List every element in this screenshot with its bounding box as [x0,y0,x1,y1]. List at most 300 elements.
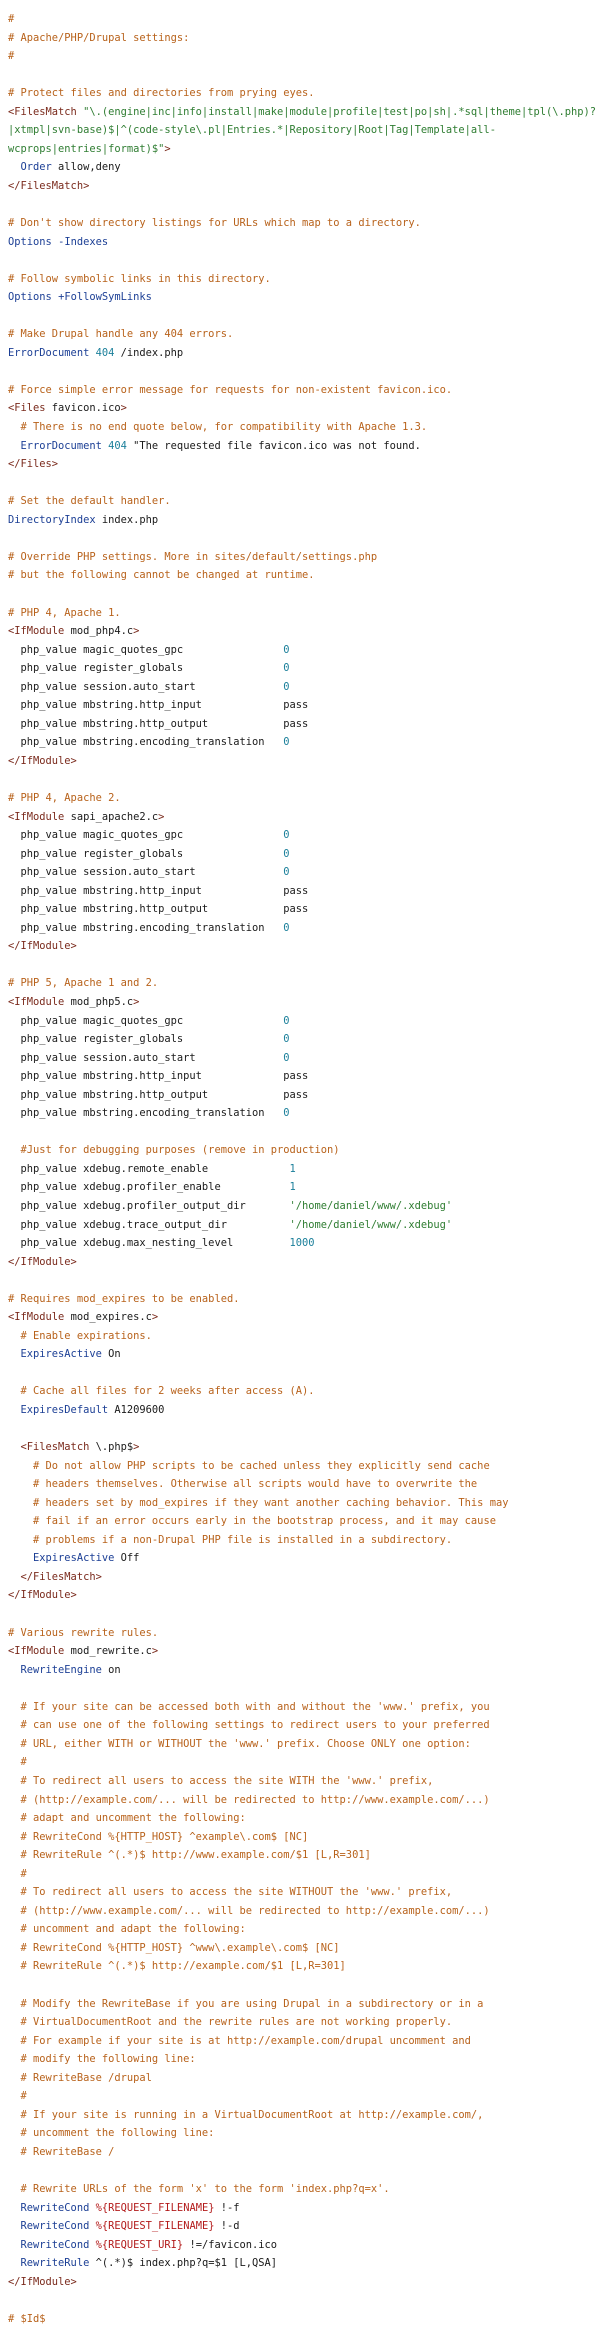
code-line [8,325,600,344]
code-token: '/home/daniel/www/.xdebug' [289,1218,453,1231]
code-token: php_value xdebug.remote_enable [8,1162,290,1175]
code-token: Options [8,235,52,248]
code-token: sapi_apache2.c [64,810,159,823]
code-line [8,288,600,307]
code-line [8,919,600,938]
code-token: mod_php5.c [64,995,134,1008]
code-line [8,1568,600,1587]
code-token: +FollowSymLinks [58,291,152,304]
code-line [8,696,600,715]
code-token: # Enable expirations. [20,1329,152,1342]
code-token [8,2146,21,2158]
code-token: # uncomment and adapt the following: [20,1923,246,1936]
code-token: # If your site can be accessed both with and without the 'www.' prefix, you [20,1700,490,1713]
code-token [8,1497,33,1509]
code-token [8,1998,21,2010]
code-line [8,195,600,214]
code-token [8,1701,21,1713]
code-token: 0 [283,1014,290,1027]
code-token: php_value magic_quotes_gpc [8,643,284,656]
code-token: > [133,995,140,1008]
code-line [8,1586,600,1605]
code-line [8,84,600,103]
code-token: 0 [283,1051,290,1064]
code-token: php_value register_globals [8,662,284,675]
code-token: </IfModule> [8,754,77,767]
code-line [8,214,600,233]
code-token: RewriteCond [20,2220,90,2233]
code-token: <Files [8,402,46,415]
code-token [8,1738,21,1750]
code-line [8,121,600,140]
code-line [8,622,600,641]
code-token: |xtmpl|svn-base)$|^(code-style\.pl|Entries.*|Repository|Root|Tag|Template|all- [8,124,496,137]
code-line [8,715,600,734]
code-token: <FilesMatch [8,105,84,118]
code-line [8,140,600,159]
code-line [8,1531,600,1550]
code-token: A1209600 [108,1404,165,1417]
code-token: # Do not allow PHP scripts to be cached unless they explicitly send cache [33,1459,490,1472]
code-token: </IfModule> [8,1589,77,1602]
code-token: 0 [283,866,290,879]
code-token: # Cache all files for 2 weeks after access (A). [20,1385,315,1398]
code-token: wcprops|entries|format)$" [8,142,165,155]
code-token: <FilesMatch [20,1441,90,1454]
code-token [8,421,21,433]
code-token: php_value mbstring.http_input pass [8,1070,309,1083]
code-token: # Set the default handler. [8,495,171,508]
code-token: # Make Drupal handle any 404 errors. [8,328,234,341]
code-line [8,585,600,604]
code-line [8,2180,600,2199]
code-line [8,29,600,48]
code-token: !-d [214,2220,240,2233]
code-line [8,1549,600,1568]
code-token: -Indexes [58,235,109,248]
code-line [8,863,600,882]
code-line [8,1679,600,1698]
code-token: # Protect files and directories from prying eyes. [8,87,315,100]
code-line [8,10,600,29]
code-line [8,1308,600,1327]
code-line [8,2013,600,2032]
code-token: <IfModule [8,995,65,1008]
code-line [8,2106,600,2125]
code-line [8,1957,600,1976]
code-token: php_value mbstring.encoding_translation [8,921,284,934]
code-token: ExpiresActive [33,1552,115,1565]
code-line [8,1846,600,1865]
code-line [8,2236,600,2255]
code-line [8,604,600,623]
code-line [8,1178,600,1197]
code-line [8,1104,600,1123]
code-token: php_value session.auto_start [8,680,284,693]
code-line [8,1216,600,1235]
code-line [8,1902,600,1921]
code-token: # problems if a non-Drupal PHP file is installed in a subdirectory. [33,1533,453,1546]
code-token: 0 [283,921,290,934]
code-line [8,1920,600,1939]
code-token: # Requires mod_expires to be enabled. [8,1292,240,1305]
code-token: # PHP 5, Apache 1 and 2. [8,977,159,990]
code-line [8,900,600,919]
code-token [8,1348,21,1360]
code-token: php_value magic_quotes_gpc [8,829,284,842]
code-line [8,1420,600,1439]
code-token: 0 [283,1033,290,1046]
code-line [8,826,600,845]
code-line [8,233,600,252]
code-line [8,1865,600,1884]
code-token: > [151,1645,159,1658]
code-token [8,1868,21,1880]
code-line [8,437,600,456]
code-line [8,2069,600,2088]
code-token: RewriteEngine [20,1663,102,1676]
code-token: !-f [214,2201,240,2214]
code-line [8,1605,600,1624]
code-token: 0 [283,643,290,656]
code-token: # Various rewrite rules. [8,1626,159,1639]
code-line [8,733,600,752]
code-token [8,1886,21,1898]
code-line [8,1809,600,1828]
code-line [8,1624,600,1643]
code-token: Options [8,291,52,304]
code-token [8,1144,21,1156]
code-token: %{REQUEST_URI} [95,2238,184,2251]
code-token: > [133,1441,140,1454]
code-token: RewriteRule [20,2257,90,2270]
code-token: # There is no end quote below, for compatibility with Apache 1.3. [20,421,428,434]
code-line [8,752,600,771]
code-token: # RewriteCond %{HTTP_HOST} ^www\.example\.com$ [NC] [20,1941,340,1954]
code-token: php_value xdebug.trace_output_dir [8,1218,290,1231]
code-token: <IfModule [8,810,65,823]
code-line [8,1197,600,1216]
code-token: > [133,625,140,638]
code-token: <IfModule [8,1645,65,1658]
code-line [8,789,600,808]
code-token: # RewriteRule ^(.*)$ http://www.example.com/$1 [L,R=301] [20,1849,371,1862]
code-token: # Don't show directory listings for URLs which map to a directory. [8,217,421,230]
code-token: </IfModule> [8,940,77,953]
code-token [8,1441,21,1453]
code-token: # RewriteRule ^(.*)$ http://example.com/$1 [L,R=301] [20,1960,346,1973]
code-line [8,1290,600,1309]
code-token: # modify the following line: [20,2053,196,2066]
code-token [8,1942,21,1954]
code-token: Order [20,161,52,174]
code-token: "The requested file favicon.ico was not found. [126,439,421,452]
code-line [8,659,600,678]
code-token [8,1831,21,1843]
code-line [8,1772,600,1791]
code-token: 0 [283,736,290,749]
code-line [8,1698,600,1717]
code-line [8,529,600,548]
code-token: # URL, either WITH or WITHOUT the 'www.' prefix. Choose ONLY one option: [20,1737,471,1750]
code-token: php_value mbstring.http_output pass [8,1088,309,1101]
code-token: "\.(engine|inc|info|install|make|module|profile|test|po|sh|.*sql|theme|tpl(\.php)? [83,105,597,118]
code-token: php_value mbstring.http_input pass [8,699,309,712]
code-token [8,2239,21,2251]
code-token: ErrorDocument [20,439,102,452]
code-line [8,808,600,827]
code-token: <IfModule [8,625,65,638]
code-line [8,1475,600,1494]
code-token: 0 [283,1107,290,1120]
code-token: > [120,402,127,415]
code-token [8,1571,21,1583]
code-line [8,2161,600,2180]
code-token [8,2109,21,2121]
code-token: # fail if an error occurs early in the bootstrap process, and it may cause [33,1515,496,1528]
code-line [8,1995,600,2014]
code-token: mod_rewrite.c [64,1645,152,1658]
code-line [8,1661,600,1680]
code-token: # $Id$ [8,2312,46,2325]
code-token: php_value mbstring.encoding_translation [8,1107,284,1120]
code-token: \.php$ [89,1441,134,1454]
code-line [8,2254,600,2273]
code-line [8,1327,600,1346]
code-line [8,362,600,381]
code-token: # uncomment the following line: [20,2127,215,2140]
code-line [8,2124,600,2143]
code-token: # PHP 4, Apache 1. [8,606,121,619]
code-line [8,511,600,530]
code-token: RewriteCond [20,2201,90,2214]
code-token: ExpiresActive [20,1348,102,1361]
code-line [8,548,600,567]
code-token: 404 [95,346,115,359]
code-token [8,1794,21,1806]
code-token: #Just for debugging purposes (remove in production) [20,1144,340,1157]
code-line [8,1735,600,1754]
code-token: on [101,1663,121,1676]
code-line [8,399,600,418]
code-line [8,845,600,864]
code-line [8,1345,600,1364]
code-token: # For example if your site is at http://example.com/drupal uncomment and [20,2034,471,2047]
code-token: </IfModule> [8,2275,77,2288]
code-token: php_value magic_quotes_gpc [8,1014,284,1027]
code-line [8,177,600,196]
code-token [8,1775,21,1787]
code-line [8,1123,600,1142]
code-line [8,1253,600,1272]
code-token: 0 [283,829,290,842]
code-token: # Apache/PHP/Drupal settings: [8,31,190,44]
code-line [8,474,600,493]
code-line [8,158,600,177]
code-token: On [101,1348,121,1361]
code-line [8,1030,600,1049]
code-line [8,103,600,122]
code-line [8,1494,600,1513]
code-token: ExpiresDefault [20,1404,109,1417]
code-line [8,956,600,975]
code-token [8,161,21,173]
code-token: 0 [283,847,290,860]
code-line [8,2291,600,2310]
code-token: Off [114,1552,140,1565]
code-token: 404 [108,439,127,452]
code-token: > [164,142,171,155]
code-line [8,641,600,660]
code-token: index.php [95,513,159,526]
code-token [8,1719,21,1731]
code-token [8,2016,21,2028]
code-line [8,678,600,697]
code-line [8,1160,600,1179]
code-token: /index.php [114,346,184,359]
code-line [8,1049,600,1068]
code-token: php_value mbstring.http_output pass [8,903,309,916]
code-token [8,2220,21,2232]
code-token: # Force simple error message for requests for non-existent favicon.ico. [8,383,453,396]
code-token: php_value mbstring.encoding_translation [8,736,284,749]
code-token [8,1478,33,1490]
code-line [8,2310,600,2328]
code-token: php_value mbstring.http_output pass [8,717,309,730]
code-token: # [20,1756,27,1769]
code-token: <IfModule [8,1311,65,1324]
code-token: php_value xdebug.max_nesting_level [8,1237,290,1250]
code-token: # Modify the RewriteBase if you are using Drupal in a subdirectory or in a [20,1997,484,2010]
code-token: # adapt and uncomment the following: [20,1812,246,1825]
code-line [8,1364,600,1383]
code-line [8,1234,600,1253]
code-token [8,2035,21,2047]
code-line [8,455,600,474]
code-line [8,381,600,400]
code-token: # [8,13,15,25]
code-line [8,307,600,326]
code-line [8,47,600,66]
code-token: </FilesMatch> [8,179,90,192]
code-token: # (http://www.example.com/... will be redirected to http://example.com/...) [20,1904,490,1917]
code-line [8,1141,600,1160]
code-line [8,2217,600,2236]
code-line [8,2087,600,2106]
code-token [8,2053,21,2065]
code-token: # (http://example.com/... will be redirected to http://www.example.com/...) [20,1793,490,1806]
code-token: php_value register_globals [8,1033,284,1046]
code-line [8,1939,600,1958]
code-line [8,2032,600,2051]
code-token: mod_expires.c [64,1311,152,1324]
code-token [8,1960,21,1972]
code-token [8,1756,21,1768]
code-token: # headers themselves. Otherwise all scripts would have to overwrite the [33,1478,478,1491]
code-line [8,882,600,901]
code-token: %{REQUEST_FILENAME} [95,2220,215,2233]
code-token: # Rewrite URLs of the form 'x' to the form 'index.php?q=x'. [20,2182,390,2195]
code-line [8,1012,600,1031]
code-line [8,1716,600,1735]
code-token: !=/favicon.ico [183,2238,278,2251]
code-line [8,1791,600,1810]
code-token: # VirtualDocumentRoot and the rewrite rules are not working properly. [20,2016,453,2029]
code-token: 1 [289,1162,296,1175]
code-token: # To redirect all users to access the site WITHOUT the 'www.' prefix, [20,1886,453,1899]
code-token: RewriteCond [20,2238,90,2251]
code-token: # [8,50,15,63]
code-token: # RewriteBase / [20,2145,115,2158]
code-token: 0 [283,680,290,693]
code-token [8,440,21,452]
code-token [8,1664,21,1676]
code-line [8,937,600,956]
code-token: php_value xdebug.profiler_output_dir [8,1200,290,1212]
code-token [8,1404,21,1416]
code-line [8,993,600,1012]
code-token: # RewriteCond %{HTTP_HOST} ^example\.com$ [NC] [20,1830,309,1843]
code-line [8,1883,600,1902]
code-token: > [151,1311,159,1324]
code-token: php_value register_globals [8,847,284,860]
code-line [8,270,600,289]
code-token: mod_php4.c [64,625,134,638]
code-token: > [158,810,165,823]
code-token: </Files> [8,458,59,471]
code-line [8,251,600,270]
code-line [8,1438,600,1457]
code-token [8,2072,21,2084]
code-token [8,1515,33,1527]
code-token: # headers set by mod_expires if they want another caching behavior. This may [33,1496,509,1509]
code-token [8,2257,21,2269]
code-line [8,418,600,437]
code-token [8,1905,21,1917]
code-line [8,1512,600,1531]
code-line [8,66,600,85]
code-token: # [20,2090,27,2103]
code-token: # To redirect all users to access the site WITH the 'www.' prefix, [20,1774,434,1787]
code-token: # Override PHP settings. More in sites/default/settings.php [8,550,378,563]
code-token [8,1812,21,1824]
code-token: php_value xdebug.profiler_enable [8,1181,290,1194]
code-line [8,1976,600,1995]
code-token: favicon.ico [45,402,121,415]
code-token [8,1923,21,1935]
code-token: php_value mbstring.http_input pass [8,884,309,897]
code-token [8,1330,21,1342]
code-token [8,1534,33,1546]
code-token: # [20,1867,27,1880]
code-line [8,1271,600,1290]
code-token [8,2183,21,2195]
code-token: php_value session.auto_start [8,866,284,879]
code-token [8,2202,21,2214]
code-line [8,566,600,585]
code-line [8,2143,600,2162]
code-token [8,1849,21,1861]
code-token: ^(.*)$ index.php?q=$1 [L,QSA] [89,2257,278,2270]
code-token [8,2127,21,2139]
code-line [8,1828,600,1847]
code-line [8,2050,600,2069]
code-token: # PHP 4, Apache 2. [8,791,121,804]
code-line [8,492,600,511]
code-token: DirectoryIndex [8,513,96,526]
code-line [8,1086,600,1105]
code-line [8,2199,600,2218]
